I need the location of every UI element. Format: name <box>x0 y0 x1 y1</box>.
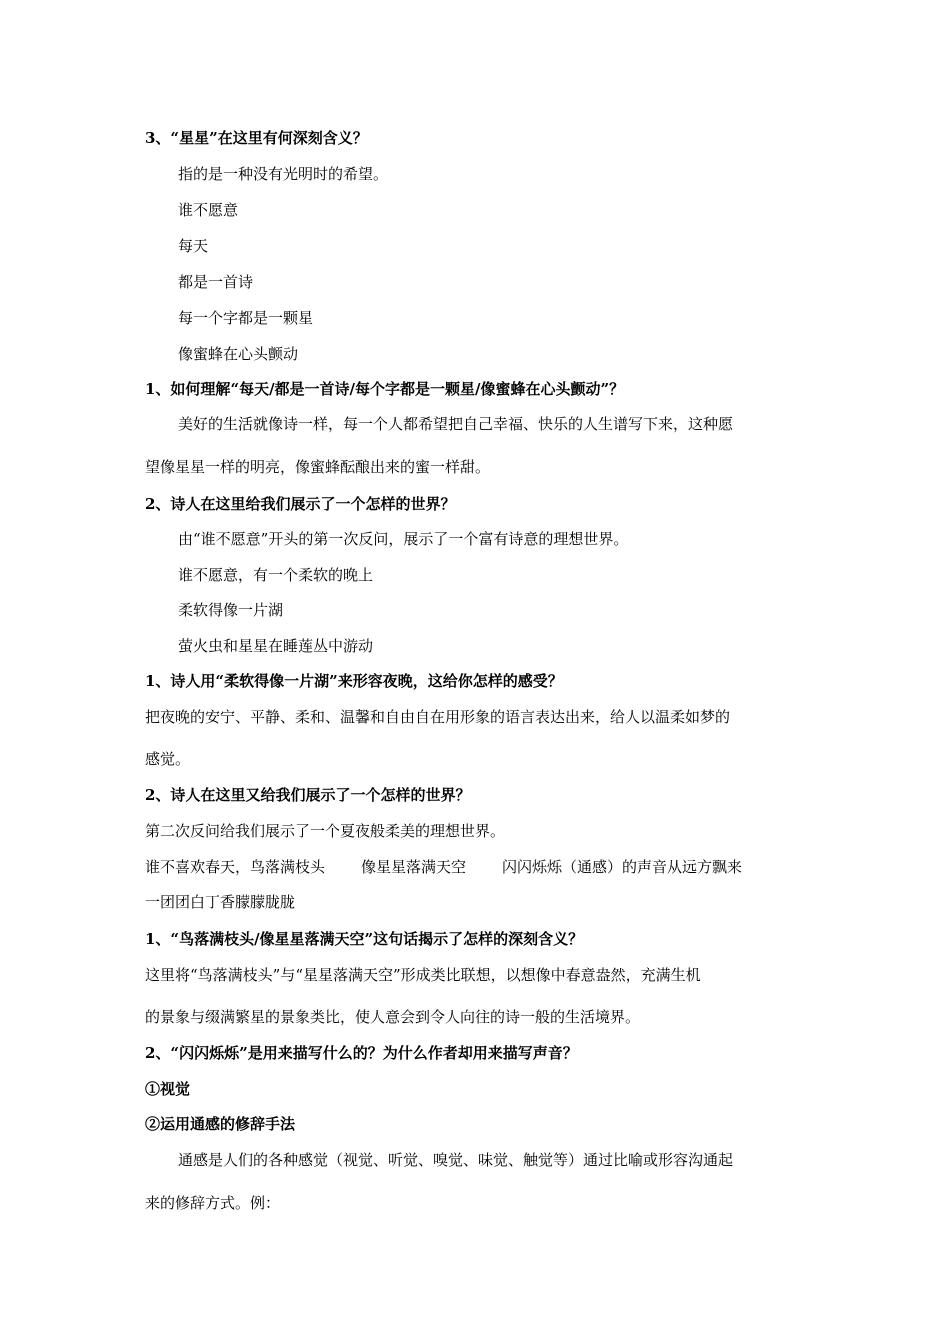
question-heading: 1、“鸟落满枝头/像星星落满天空”这句话揭示了怎样的深刻含义？ <box>145 930 584 948</box>
question-heading: 1、诗人用“柔软得像一片湖”来形容夜晚，这给你怎样的感受？ <box>145 672 563 690</box>
poem-line: 都是一首诗 <box>178 273 254 291</box>
answer-text: 由“谁不愿意”开头的第一次反问，展示了一个富有诗意的理想世界。 <box>178 530 629 548</box>
poem-fragment: 像星星落满天空 <box>361 858 467 876</box>
question-heading: 2、诗人在这里给我们展示了一个怎样的世界？ <box>145 495 456 513</box>
answer-text: 来的修辞方式。例： <box>145 1194 281 1212</box>
poem-line: 柔软得像一片湖 <box>178 601 284 619</box>
poem-fragment: 闪闪烁烁（通感）的声音从远方飘来 <box>502 858 743 876</box>
poem-line: 谁不愿意，有一个柔软的晚上 <box>178 566 374 584</box>
poem-line: 每天 <box>178 237 209 255</box>
answer-text: 把夜晚的安宁、平静、柔和、温馨和自由自在用形象的语言表达出来，给人以温柔如梦的 <box>145 708 731 726</box>
question-heading: 1、如何理解“每天/都是一首诗/每个字都是一颗星/像蜜蜂在心头颤动”？ <box>145 380 625 398</box>
answer-text: 的景象与缀满繁星的景象类比，使人意会到令人向往的诗一般的生活境界。 <box>145 1008 641 1026</box>
answer-text: 美好的生活就像诗一样，每一个人都希望把自己幸福、快乐的人生谱写下来，这种愿 <box>178 415 734 433</box>
answer-text: 指的是一种没有光明时的希望。 <box>178 165 389 183</box>
answer-point: ①视觉 <box>145 1080 191 1098</box>
question-heading: 2、“闪闪烁烁”是用来描写什么的？为什么作者却用来描写声音？ <box>145 1044 578 1062</box>
question-star-meaning: 3、“星星”在这里有何深刻含义？ <box>145 129 368 147</box>
poem-line: 一团团白丁香朦朦胧胧 <box>145 893 296 911</box>
answer-point: ②运用通感的修辞手法 <box>145 1115 296 1133</box>
answer-text: 通感是人们的各种感觉（视觉、听觉、嗅觉、味觉、触觉等）通过比喻或形容沟通起 <box>178 1151 734 1169</box>
poem-fragment: 谁不喜欢春天，鸟落满枝头 <box>145 858 326 876</box>
answer-text: 第二次反问给我们展示了一个夏夜般柔美的理想世界。 <box>145 822 506 840</box>
poem-line: 谁不愿意 <box>178 201 239 219</box>
poem-line: 像蜜蜂在心头颤动 <box>178 345 299 363</box>
answer-text: 这里将“鸟落满枝头”与“星星落满天空”形成类比联想，以想像中春意盎然，充满生机 <box>145 966 701 984</box>
poem-line: 每一个字都是一颗星 <box>178 309 314 327</box>
question-heading: 2、诗人在这里又给我们展示了一个怎样的世界？ <box>145 786 471 804</box>
poem-line-group <box>145 857 742 877</box>
poem-line: 萤火虫和星星在睡莲丛中游动 <box>178 637 374 655</box>
answer-text: 感觉。 <box>145 750 191 768</box>
answer-text: 望像星星一样的明亮，像蜜蜂酝酿出来的蜜一样甜。 <box>145 458 491 476</box>
